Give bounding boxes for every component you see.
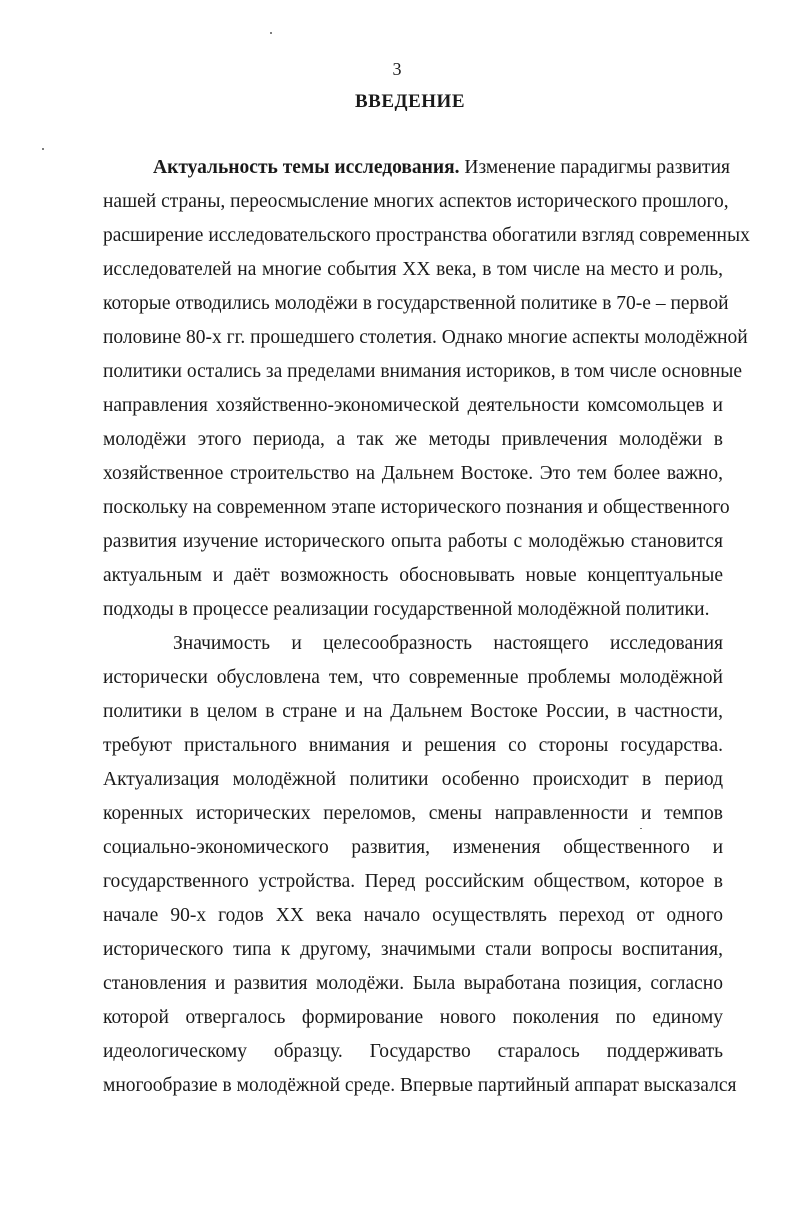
- paragraph-1-line: исследователей на многие события XX века, в том числе на место и роль,: [103, 259, 723, 280]
- paragraph-2-line: требуют пристального внимания и решения со стороны государства.: [103, 735, 723, 756]
- paragraph-1-line: политики остались за пределами внимания историков, в том числе основные: [103, 361, 743, 382]
- paragraph-2-line: которой отвергалось формирование нового поколения по единому: [103, 1007, 723, 1028]
- paragraph-1-line: поскольку на современном этапе исторического познания и общественного: [103, 497, 730, 518]
- paragraph-1-line: молодёжи этого периода, а так же методы привлечения молодёжи в: [103, 429, 723, 450]
- page-title: ВВЕДЕНИЕ: [355, 91, 465, 112]
- paragraph-2-line: коренных исторических переломов, смены направленности и темпов: [103, 803, 723, 824]
- paragraph-2-line: государственного устройства. Перед российским обществом, которое в: [103, 871, 723, 892]
- paragraph-1-line: актуальным и даёт возможность обосновывать новые концептуальные: [103, 565, 723, 586]
- paragraph-1-line: хозяйственное строительство на Дальнем Востоке. Это тем более важно,: [103, 463, 723, 484]
- scan-speck: [640, 828, 642, 829]
- paragraph-1-line: развития изучение исторического опыта работы с молодёжью становится: [103, 531, 723, 552]
- paragraph-1-line-1: [153, 156, 730, 180]
- paragraph-1-line: подходы в процессе реализации государственной молодёжной политики.: [103, 599, 710, 620]
- scan-speck: [270, 32, 272, 34]
- paragraph-1-line: нашей страны, переосмысление многих аспектов исторического прошлого,: [103, 191, 729, 212]
- paragraph-1-line-1-text: Изменение парадигмы развития: [459, 157, 730, 178]
- paragraph-2-line-1: Значимость и целесообразность настоящего исследования: [173, 633, 723, 654]
- paragraph-2-line: исторического типа к другому, значимыми стали вопросы воспитания,: [103, 939, 723, 960]
- paragraph-2-line: политики в целом в стране и на Дальнем Востоке России, в частности,: [103, 701, 723, 722]
- scan-speck: [42, 148, 44, 150]
- paragraph-1-line: направления хозяйственно-экономической деятельности комсомольцев и: [103, 395, 723, 416]
- paragraph-1-line: которые отводились молодёжи в государственной политике в 70-е – первой: [103, 293, 729, 314]
- paragraph-2-line: становления и развития молодёжи. Была выработана позиция, согласно: [103, 973, 723, 994]
- page-number: 3: [392, 59, 402, 79]
- paragraph-2-line: идеологическому образцу. Государство старалось поддерживать: [103, 1041, 723, 1062]
- paragraph-2-line: исторически обусловлена тем, что современные проблемы молодёжной: [103, 667, 723, 688]
- paragraph-2-line: социально-экономического развития, изменения общественного и: [103, 837, 723, 858]
- paragraph-2-line: многообразие в молодёжной среде. Впервые партийный аппарат высказался: [103, 1075, 737, 1096]
- section-lead: Актуальность темы исследования.: [153, 157, 460, 178]
- paragraph-1-line: расширение исследовательского пространства обогатили взгляд современных: [103, 225, 750, 246]
- paragraph-1-line: половине 80-х гг. прошедшего столетия. Однако многие аспекты молодёжной: [103, 327, 748, 348]
- paragraph-2-line: Актуализация молодёжной политики особенно происходит в период: [103, 769, 723, 790]
- paragraph-2-line: начале 90-х годов XX века начало осуществлять переход от одного: [103, 905, 723, 926]
